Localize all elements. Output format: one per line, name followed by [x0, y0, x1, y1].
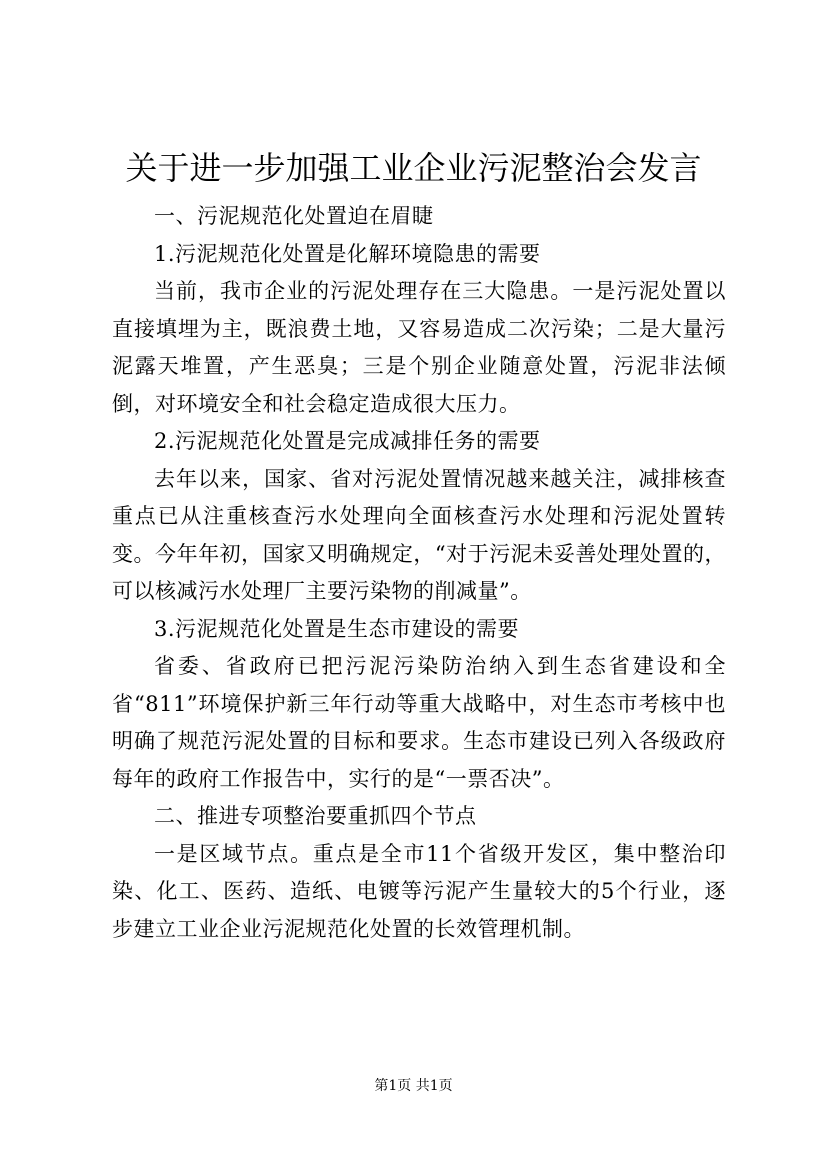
page-footer: 第1页 共1页 [374, 1078, 453, 1094]
subsection-heading-3: 3.污泥规范化处置是生态市建设的需要 [154, 616, 520, 641]
paragraph-4: 一是区域节点。重点是全市11个省级开发区，集中整治印染、化工、医药、造纸、电镀等污泥产生量较大的5个行业，逐步建立工业企业污泥规范化处置的长效管理机制。 [112, 841, 726, 941]
paragraph-2: 去年以来，国家、省对污泥处置情况越来越关注，减排核查重点已从注重核查污水处理向全面核查污水处理和污泥处置转变。今年年初，国家又明确规定，“对于污泥未妥善处理处置的，可以核减污水处理厂主要污染物的削减量”。 [112, 466, 726, 603]
section-heading-2: 二、推进专项整治要重抓四个节点 [154, 804, 477, 828]
subsection-heading-2: 2.污泥规范化处置是完成减排任务的需要 [154, 429, 541, 453]
document-body [112, 198, 726, 948]
section-heading-1: 一、污泥规范化处置迫在眉睫 [154, 204, 434, 228]
paragraph-1: 当前，我市企业的污泥处理存在三大隐患。一是污泥处置以直接填埋为主，既浪费土地，又容易造成二次污染；二是大量污泥露天堆置，产生恶臭；三是个别企业随意处置，污泥非法倾倒，对环境安全和社会稳定造成很大压力。 [112, 279, 726, 416]
document-title: 关于进一步加强工业企业污泥整治会发言 [125, 149, 702, 187]
subsection-heading-1: 1.污泥规范化处置是化解环境隐患的需要 [154, 241, 541, 266]
paragraph-3: 省委、省政府已把污泥污染防治纳入到生态省建设和全省“811”环境保护新三年行动等重大战略中，对生态市考核中也明确了规范污泥处置的目标和要求。生态市建设已列入各级政府每年的政府工作报告中，实行的是“一票否决”。 [112, 654, 726, 791]
